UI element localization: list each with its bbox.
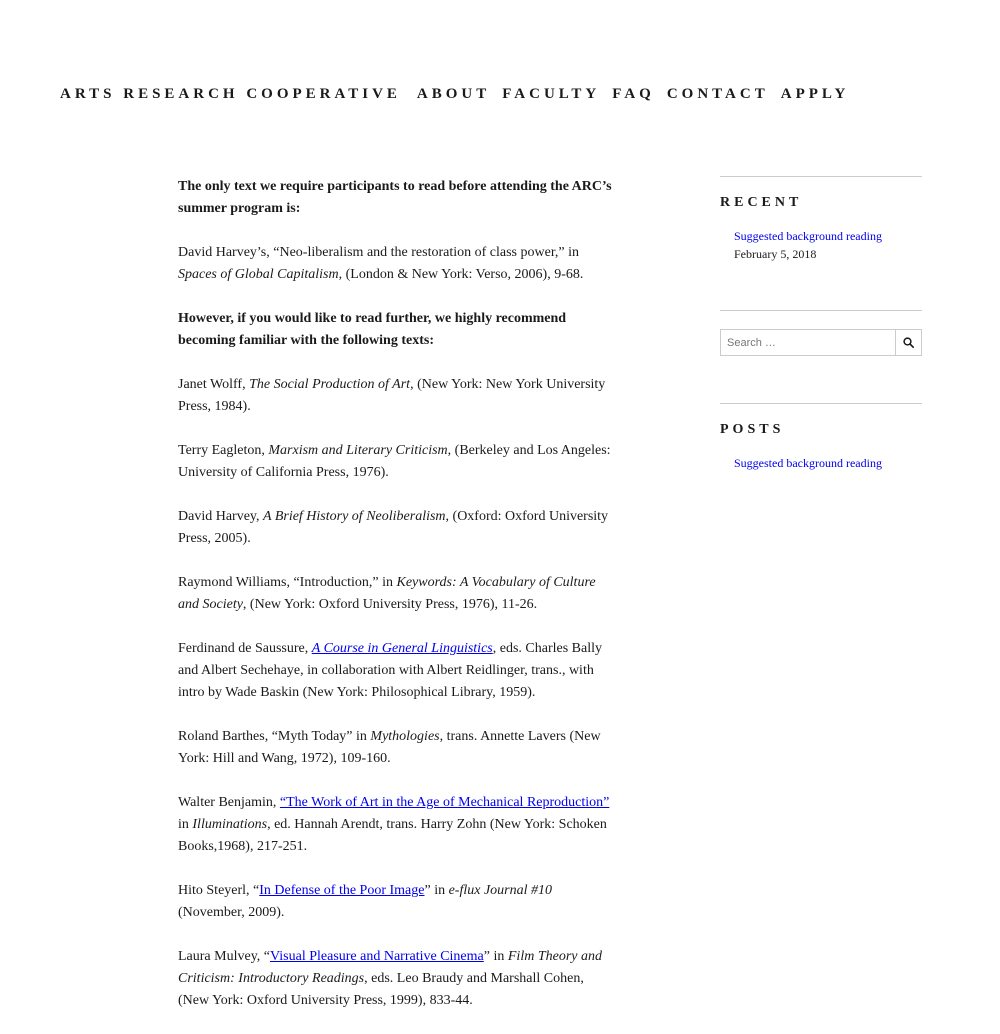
search-icon (903, 337, 914, 348)
text: , (Oxford: Oxford University Press, 2005). (178, 509, 609, 546)
reading-item (178, 880, 618, 924)
main-nav (60, 86, 861, 103)
reading-item (178, 374, 618, 418)
text: , eds. Charles Bally and Albert Sechehaye, in collaboration with Albert Reidlinger, trans., with intro by Wade Baskin (New York: Philosophical Library, 1959). (178, 641, 602, 700)
book-title: A Course in General Linguistics (311, 641, 493, 656)
reading-link[interactable]: “The Work of Art in the Age of Mechanical Reproduction” (279, 795, 610, 810)
text: ” in (424, 883, 449, 898)
book-title: The Social Production of Art (249, 377, 411, 392)
text: Janet Wolff, (178, 377, 250, 392)
nav-item-faculty[interactable]: FACULTY (502, 86, 601, 102)
nav-item-contact[interactable]: CONTACT (666, 86, 769, 102)
reading-link[interactable] (312, 641, 493, 656)
text: David Harvey’s, “Neo-liberalism and the restoration of class power,” in (178, 245, 580, 260)
recent-widget (720, 176, 922, 263)
book-title: Mythologies (370, 729, 440, 744)
book-title: Keywords: A Vocabulary of Culture and Society (178, 575, 596, 612)
text: Ferdinand de Saussure, (178, 641, 312, 656)
search-form (720, 329, 922, 356)
posts-heading: POSTS (720, 422, 785, 437)
text: , ed. Hannah Arendt, trans. Harry Zohn (New York: Schoken Books,1968), 217-251. (178, 817, 607, 854)
reading-item (178, 572, 618, 616)
journal-title: e-flux Journal #10 (448, 883, 553, 898)
search-button[interactable] (895, 329, 922, 356)
nav-item-apply[interactable]: APPLY (780, 86, 850, 102)
reading-item (178, 638, 618, 704)
post-content (178, 176, 618, 1034)
nav-item-about[interactable]: ABOUT (416, 86, 491, 102)
text: Laura Mulvey, “ (178, 949, 270, 964)
recent-post-link[interactable]: Suggested background reading (734, 229, 882, 243)
recent-heading: RECENT (720, 195, 803, 210)
reading-item (178, 726, 618, 770)
further-reading-intro: However, if you would like to read further, we highly recommend becoming familiar with the following texts: (178, 311, 567, 348)
search-input[interactable] (720, 329, 895, 356)
posts-widget (720, 403, 922, 472)
text: , (New York: New York University Press, 1984). (178, 377, 606, 414)
text: Walter Benjamin, (178, 795, 280, 810)
text: (November, 2009). (178, 905, 285, 920)
text: David Harvey, (178, 509, 264, 524)
reading-item (178, 946, 618, 1012)
book-title: Marxism and Literary Criticism (268, 443, 448, 458)
text: Roland Barthes, “Myth Today” in (178, 729, 371, 744)
text: , eds. Leo Braudy and Marshall Cohen, (New York: Oxford University Press, 1999), 833-44. (178, 971, 584, 1008)
reading-link[interactable]: Visual Pleasure and Narrative Cinema (270, 949, 484, 964)
text: , (London & New York: Verso, 2006), 9-68. (338, 267, 584, 282)
book-title: Film Theory and Criticism: Introductory Readings (178, 949, 602, 986)
text: Raymond Williams, “Introduction,” in (178, 575, 397, 590)
search-widget (720, 310, 922, 356)
text: , trans. Annette Lavers (New York: Hill and Wang, 1972), 109-160. (178, 729, 601, 766)
posts-item-link[interactable]: Suggested background reading (734, 456, 882, 470)
text: ” in (483, 949, 508, 964)
book-title: Illuminations (192, 817, 268, 832)
text: in (178, 817, 193, 832)
reading-link[interactable]: In Defense of the Poor Image (259, 883, 425, 898)
text: Hito Steyerl, “ (178, 883, 260, 898)
nav-item-faq[interactable]: FAQ (612, 86, 655, 102)
book-title: A Brief History of Neoliberalism (263, 509, 446, 524)
book-title: Spaces of Global Capitalism (178, 267, 339, 282)
post-date: February 5, 2018 (734, 247, 817, 261)
text: Terry Eagleton, (178, 443, 269, 458)
reading-item (178, 440, 618, 484)
reading-item (178, 792, 618, 858)
site-title-link[interactable]: ARTS RESEARCH COOPERATIVE (60, 86, 401, 102)
reading-item (178, 506, 618, 550)
text: , (New York: Oxford University Press, 1976), 11-26. (242, 597, 538, 612)
text: , (Berkeley and Los Angeles: University of California Press, 1976). (178, 443, 611, 480)
sidebar (720, 176, 922, 472)
required-reading (178, 242, 618, 286)
intro-paragraph: The only text we require participants to read before attending the ARC’s summer program is: (178, 179, 612, 216)
